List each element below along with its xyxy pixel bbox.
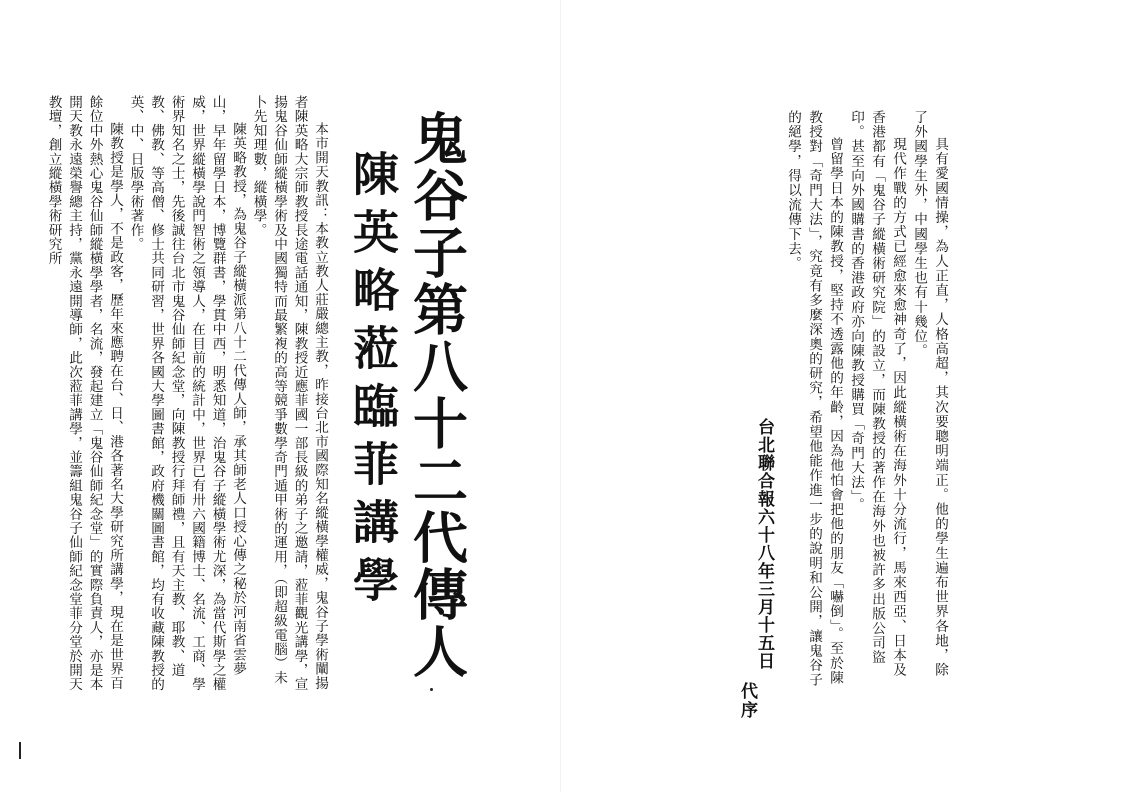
source-citation: 台北聯合報六十八年三月十五日 (754, 418, 774, 670)
article-subheadline: 陳英略蒞臨菲講學 (346, 150, 400, 614)
article-paragraph: 陳教授是學人，不是政客，歷年來應聘在台、日、港各著名大學研究所講學，現在是世界百餘位中外熱心鬼谷仙師縱橫學學者，名流，發起建立「鬼谷仙師紀念堂」的實際負責人，亦是本開天教永遠榮譽總主持，黨永遠開導師，此次蒞菲講學，並籌組鬼谷子仙師紀念堂菲分堂於開天教壇，創立縱橫學術研究所 (45, 95, 123, 692)
article-paragraph: 本市開天教訊：本教立教人莊嚴總主教，昨接台北市國際知名縱橫學權威，鬼谷子學術闡揚者陳英略大宗師教授長途電話通知，陳教授近應菲國一部長級的弟子之邀請，蒞菲觀光講學，宣揚鬼谷仙師縱橫學術及中國獨特而最繁複的高等競爭數學奇門遁甲術的運用，（即超級電腦）未卜先知理數，縱橫學。 (250, 95, 328, 692)
foreword-paragraph: 曾留學日本的陳教授，堅持不透露他的年齡，因為他怕會把他的朋友「嚇倒」。至於陳教授對「奇門大法」，究竟有多麼深奧的研究，希望他能作進一步的說明和公開，讓鬼谷子的絕學，得以流傳下去。 (785, 110, 843, 688)
article-headline: 鬼谷子第八十二代傳人 (404, 110, 468, 680)
scan-edge-mark (19, 742, 21, 759)
article-paragraph: 陳英略教授，為鬼谷子縱橫派第八十二代傳人師，承其師老人口授心傳之秘於河南省雲夢山，早年留學日本，博覽群書，學貫中西，明悉知道，治鬼谷子縱橫學術尤深，為當代斯學之權威，世界縱橫學說門智術之領導人，在目前的統計中，世界已有卅六國籍博士、名流、工商、學術界知名之士，先後誠往台北市鬼谷仙師紀念堂，向陳教授行拜師禮，且有天主教、耶教、道教、佛教、等高僧、修士共同研習，世界各國大學圖書館，政府機關圖書館，均有收藏陳教授的英、中、日版學術著作。 (127, 95, 246, 692)
article-body (45, 95, 330, 695)
foreword-signature: 代序 (737, 682, 757, 720)
foreword-paragraph: 具有愛國情操，為人正直，人格高超，其次要聰明端正。他的學生遍布世界各地，除了外國學生外，中國學生也有十幾位。 (911, 110, 948, 678)
page-gutter (560, 0, 561, 792)
punctuation-dot (430, 688, 433, 691)
foreword-paragraph: 現代作戰的方式已經愈來愈神奇了，因此縱橫術在海外十分流行，馬來西亞、日本及香港都有「鬼谷子縱橫術研究院」的設立，而陳教授的著作在海外也被許多出版公司盜印。甚至向外國購書的香港政府亦向陳教授購買「奇門大法」。 (848, 110, 906, 678)
foreword-body (785, 110, 950, 690)
